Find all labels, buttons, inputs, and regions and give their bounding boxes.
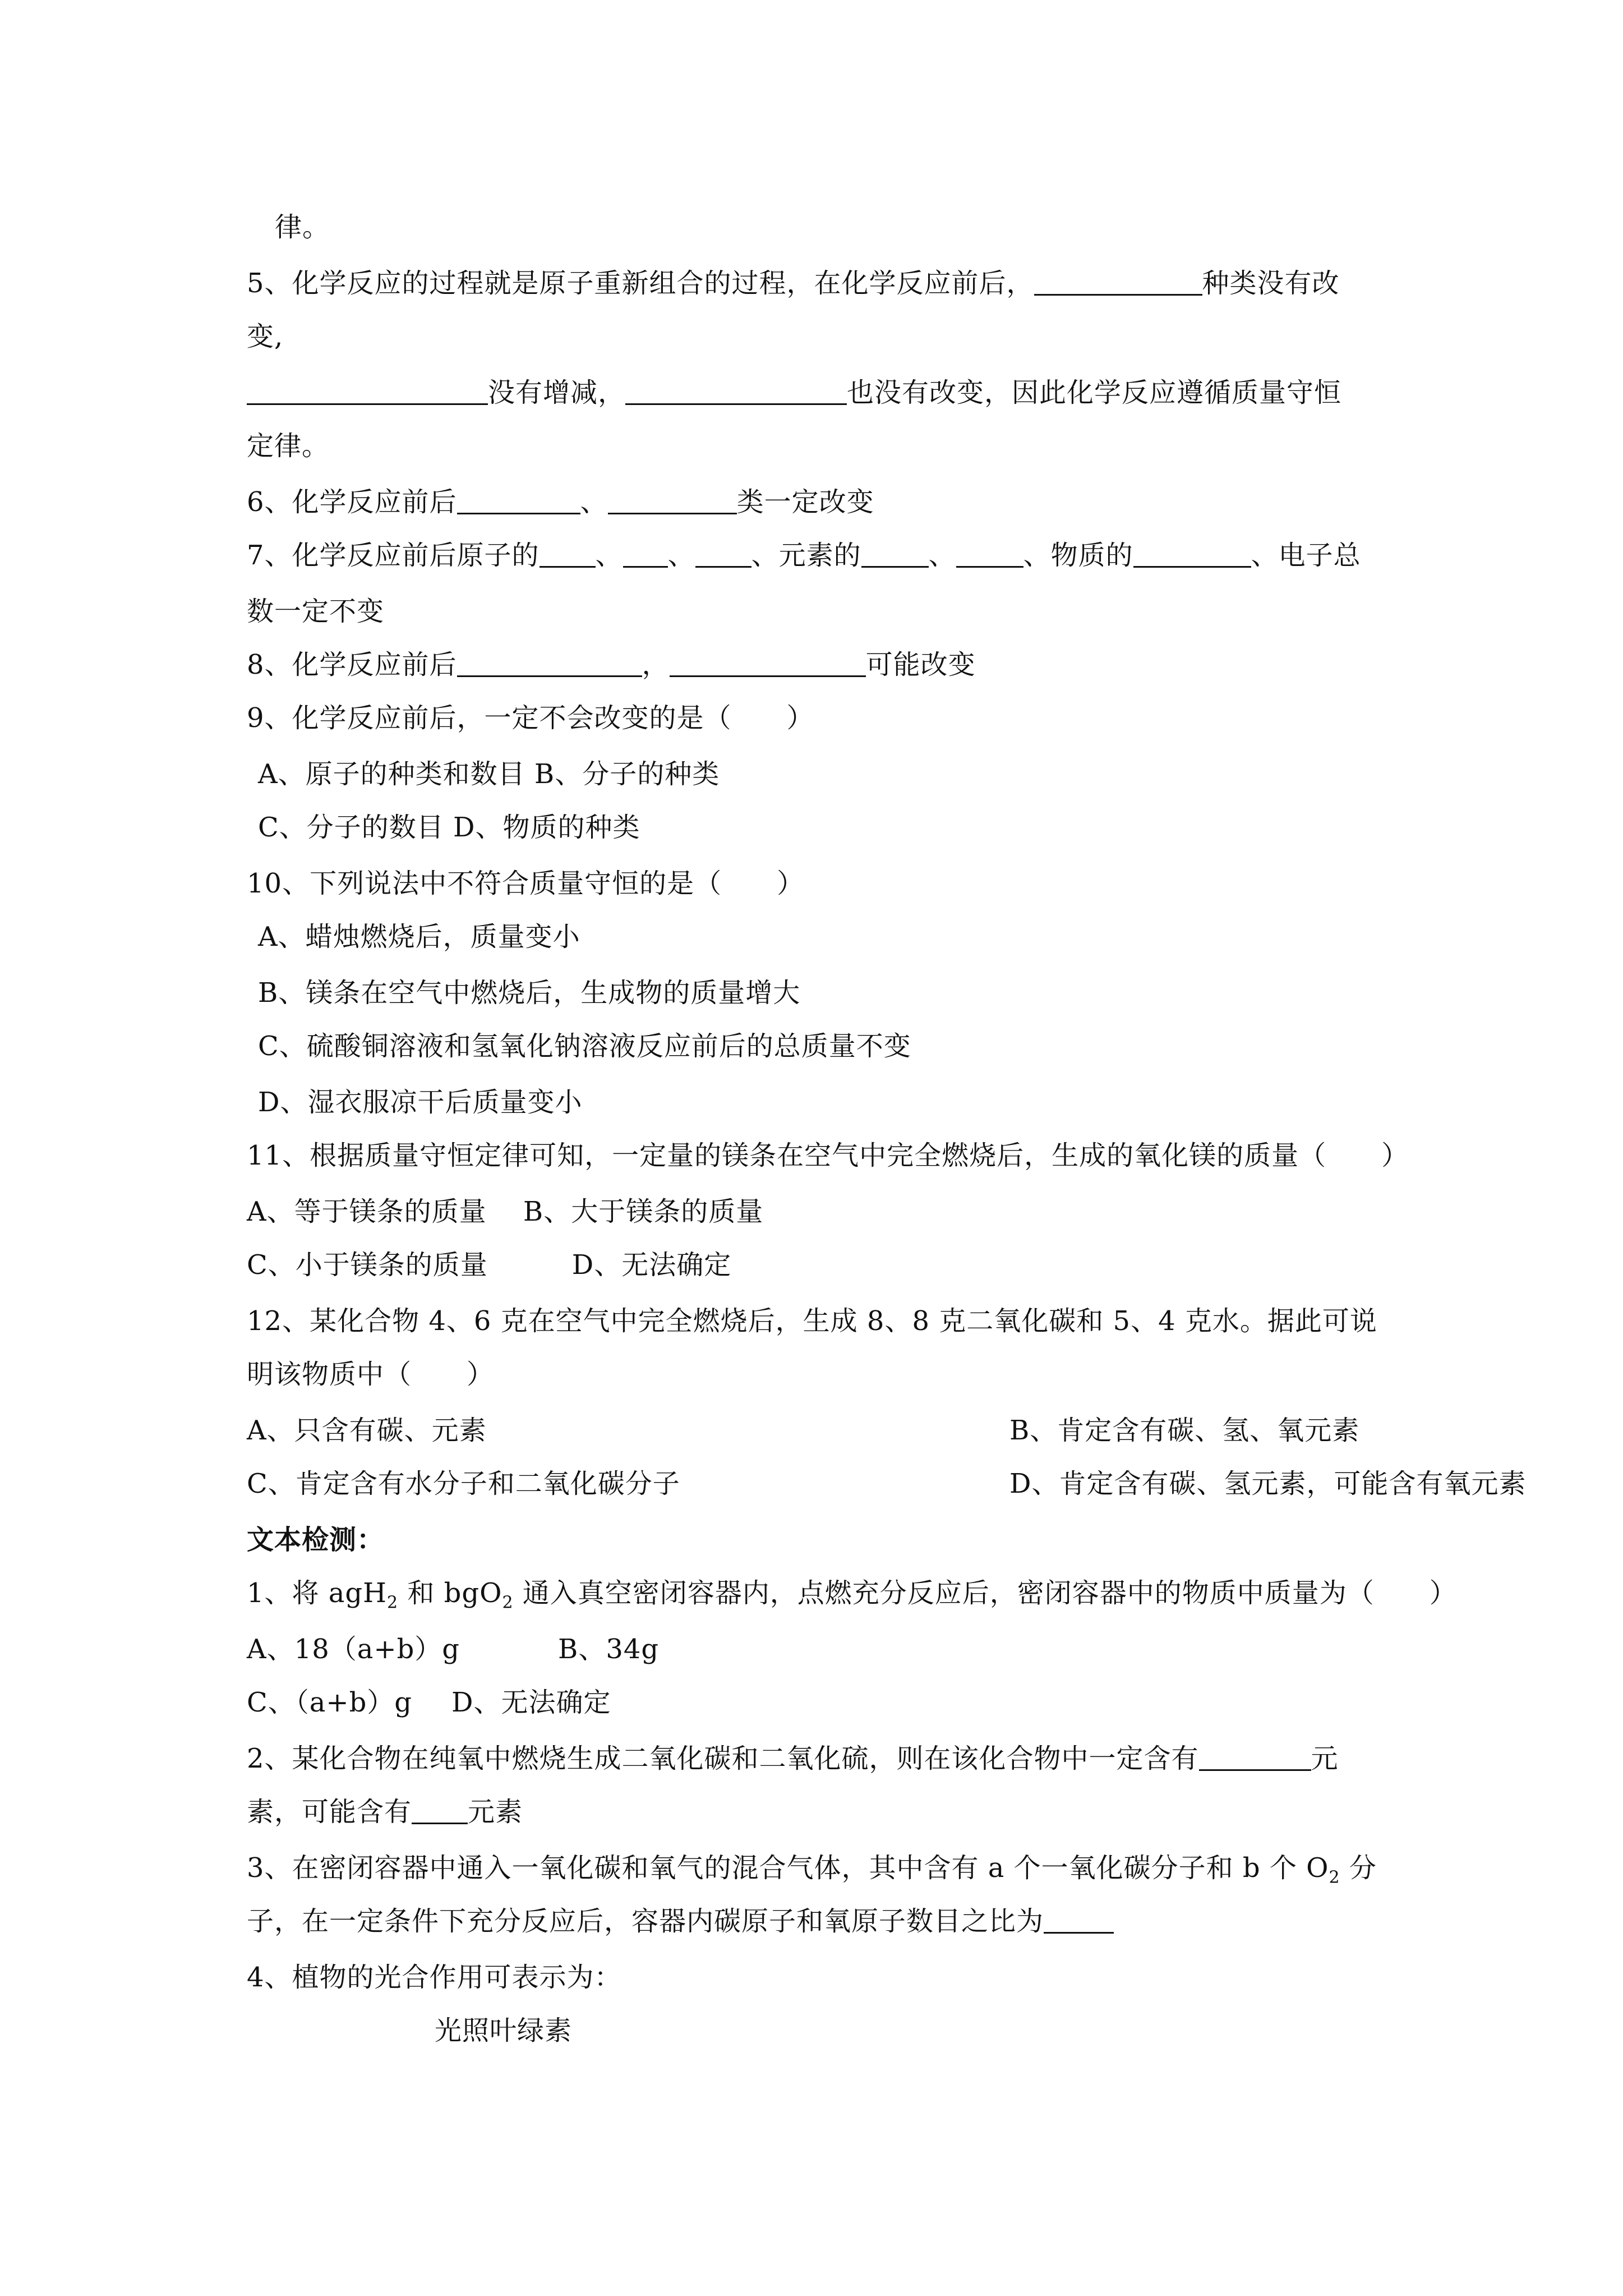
answer-blank[interactable] <box>1034 269 1202 296</box>
question-10-option-b: B、镁条在空气中燃烧后，生成物的质量增大 <box>258 977 801 1009</box>
question-11: 11、根据质量守恒定律可知，一定量的镁条在空气中完全燃烧后，生成的氧化镁的质量（ ） <box>247 1140 1409 1171</box>
answer-blank[interactable] <box>457 651 642 677</box>
answer-blank[interactable] <box>1133 541 1251 568</box>
question-11-options-2: C、小于镁条的质量 D、无法确定 <box>247 1249 732 1281</box>
question-7-line-1: 7、化学反应前后原子的 、 、 、元素的 、 、物质的 、电子总 <box>247 540 1361 571</box>
test-1-options-1: A、18（a+b）g B、34g <box>247 1634 660 1665</box>
question-12-line-2: 明该物质中（ ） <box>247 1359 495 1390</box>
test-1-options-2: C、（a+b）g D、无法确定 <box>247 1687 611 1718</box>
question-12-options-2: C、肯定含有水分子和二氧化碳分子 D、肯定含有碳、氢元素，可能含有氧元素 <box>247 1468 1527 1499</box>
question-12-options-1: A、只含有碳、元素 B、肯定含有碳、氢、氧元素 <box>247 1415 1360 1446</box>
question-8: 8、化学反应前后 ， 可能改变 <box>247 649 976 680</box>
test-2-line-1: 2、某化合物在纯氧中燃烧生成二氧化碳和二氧化硫，则在该化合物中一定含有 元 <box>247 1743 1339 1774</box>
question-5-line-4: 定律。 <box>247 430 330 462</box>
question-10-option-a: A、蜡烛燃烧后，质量变小 <box>258 921 580 953</box>
question-9: 9、化学反应前后，一定不会改变的是（ ） <box>247 702 814 734</box>
answer-blank[interactable] <box>623 541 668 568</box>
question-5-line-2: 变, <box>247 321 284 352</box>
answer-blank[interactable] <box>625 379 847 405</box>
question-5-line-1: 5、化学反应的过程就是原子重新组合的过程，在化学反应前后， 种类没有改 <box>247 268 1340 299</box>
answer-blank[interactable] <box>608 488 737 514</box>
question-10-option-d: D、湿衣服凉干后质量变小 <box>258 1087 583 1118</box>
test-2-line-2: 素，可能含有 元素 <box>247 1796 523 1828</box>
question-10-option-c: C、硫酸铜溶液和氢氧化钠溶液反应前后的总质量不变 <box>258 1030 911 1062</box>
test-4: 4、植物的光合作用可表示为： <box>247 1962 622 1993</box>
answer-blank[interactable] <box>956 541 1023 568</box>
answer-blank[interactable] <box>1044 1907 1114 1934</box>
answer-blank[interactable] <box>695 541 751 568</box>
question-5-line-3: 没有增减， 也没有改变，因此化学反应遵循质量守恒 <box>247 376 1341 409</box>
question-12-line-1: 12、某化合物 4、6 克在空气中完全燃烧后，生成 8、8 克二氧化碳和 5、4 克水。据此可说 <box>247 1305 1377 1337</box>
question-6: 6、化学反应前后 、 类一定改变 <box>247 486 874 518</box>
line-law-end: 律。 <box>275 211 330 243</box>
answer-blank[interactable] <box>861 541 929 568</box>
answer-blank[interactable] <box>670 651 866 677</box>
test-3-line-2: 子，在一定条件下充分反应后，容器内碳原子和氧原子数目之比为 <box>247 1904 1114 1938</box>
answer-blank[interactable] <box>540 541 596 568</box>
answer-blank[interactable] <box>1199 1745 1311 1771</box>
question-9-options-1: A、原子的种类和数目 B、分子的种类 <box>258 758 720 790</box>
test-1: 1、将 agH$_2$ 和 bgO$_2$ 通入真空密闭容器内，点燃充分反应后，密闭容器中的物质中质量为（ ） <box>247 1577 1457 1613</box>
question-10: 10、下列说法中不符合质量守恒的是（ ） <box>247 868 805 899</box>
answer-blank[interactable] <box>412 1798 468 1824</box>
question-7-line-2: 数一定不变 <box>247 596 385 627</box>
section-heading: 文本检测： <box>247 1524 385 1556</box>
question-9-options-2: C、分子的数目 D、物质的种类 <box>258 812 640 843</box>
answer-blank[interactable] <box>457 488 580 514</box>
test-3-line-1: 3、在密闭容器中通入一氧化碳和氧气的混合气体，其中含有 a 个一氧化碳分子和 b 个 $O_2$ 分 <box>247 1852 1377 1888</box>
question-11-options-1: A、等于镁条的质量 B、大于镁条的质量 <box>247 1196 764 1227</box>
answer-blank[interactable] <box>247 379 488 405</box>
reaction-condition: 光照叶绿素 <box>435 2015 573 2046</box>
